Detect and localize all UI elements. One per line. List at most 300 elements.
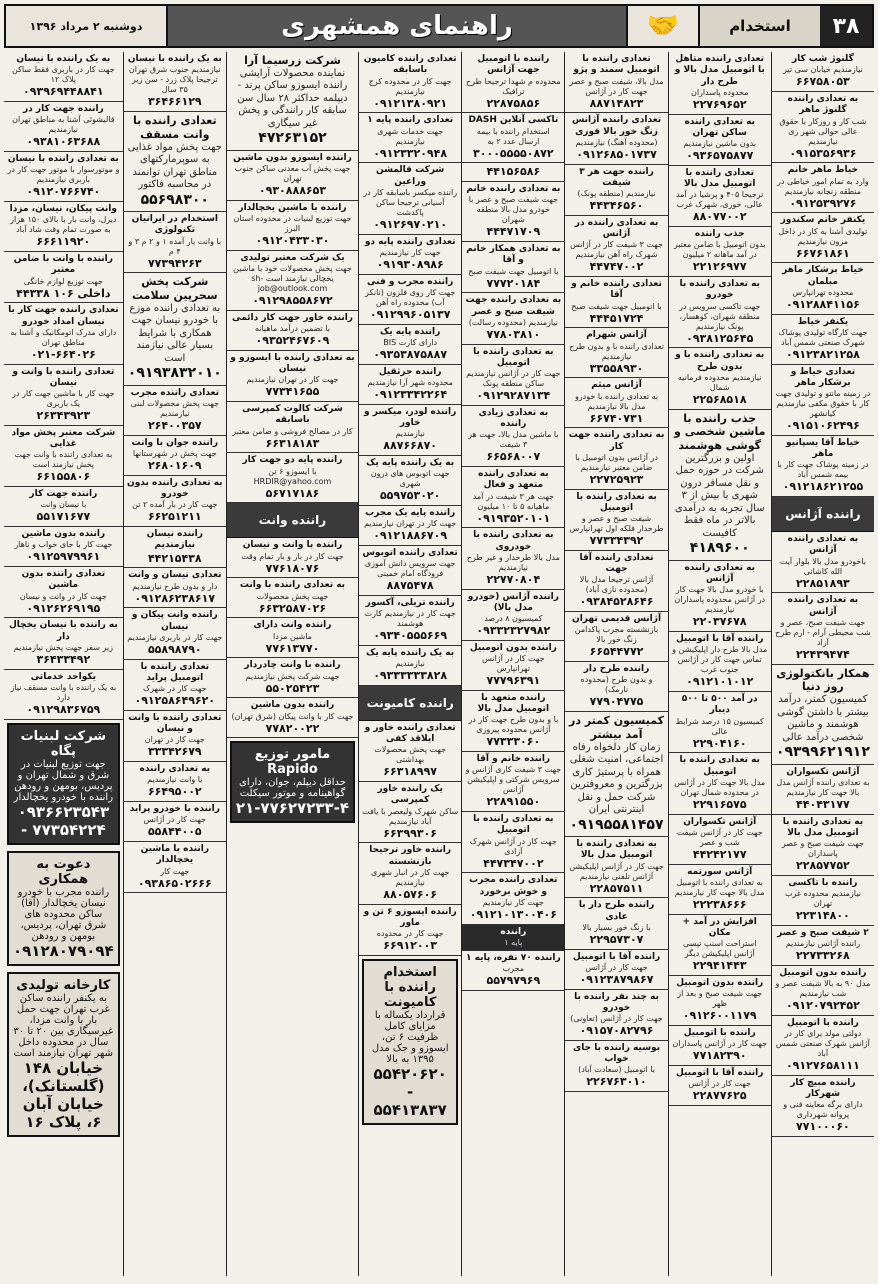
classified-ad	[462, 182, 564, 242]
classified-ad	[227, 618, 358, 658]
classified-ad	[772, 315, 874, 365]
ad-phone: ۰۹۱۹۳۵۲۰۱۰۱	[476, 511, 551, 525]
ad-title: راننده وانت دارای	[253, 620, 332, 631]
ad-body: ساکن شهرک ولیعصر با یافت آباد نیازمندیم	[362, 806, 459, 826]
ad-title: راننده ایسوزو ۶ تن و ماور	[363, 906, 457, 928]
ad-body: و موتورسوار با موتور جهت کار در باربری نیازمندیم	[7, 165, 120, 185]
ad-body: جهت کار در آژانس	[143, 815, 206, 825]
classified-ad	[565, 837, 667, 898]
classified-ad	[669, 277, 771, 348]
ad-title: مامور توزیع Rapido	[254, 747, 331, 778]
ad-title: راننده جهت هر ۳ شیفت	[579, 166, 654, 188]
classified-ad	[772, 92, 874, 163]
ad-phone: ۰۹۳۵۳۸۷۵۸۸۷	[373, 347, 448, 361]
ad-title: راننده آقا با اتومبیل	[676, 1067, 764, 1078]
classified-ad	[462, 590, 564, 641]
ad-column	[668, 52, 771, 1276]
ad-body: جهت کار در آژانس	[585, 962, 648, 972]
ad-body: دارای کارت BIS	[383, 337, 438, 347]
ad-title: به تعدادی راننده با نیسان	[7, 154, 119, 164]
classified-ad	[359, 235, 461, 275]
classified-ad	[124, 273, 226, 386]
ad-phone: ۰۹۱۲۳۸۷۹۸۶۷	[579, 972, 654, 986]
subsection-heading: راننده آژانس	[772, 497, 874, 532]
section-title: راهنمای همشهری	[166, 6, 626, 46]
classified-ad	[227, 201, 358, 251]
ad-title: به تعدادی راننده با اتومبیل	[473, 814, 554, 836]
classified-ad	[462, 293, 564, 344]
classified-ad	[669, 753, 771, 814]
ad-title: راننده پایه دو جهت کار	[242, 455, 343, 466]
ad-body: باخودرو مدل بالا بلوار آیت الله کاشانی	[779, 556, 866, 576]
classified-ad	[462, 467, 564, 528]
ad-title: تعدادی راننده آقا جهت	[579, 552, 654, 574]
ad-phone: ۰۹۳۵۲۴۶۷۶۰۹	[255, 334, 330, 347]
classified-ad	[359, 275, 461, 325]
ad-body: مدل بالا جهت کار در آژانس در محدوده شمال تهران	[674, 777, 766, 797]
ad-phone: ۵۵۸۹۸۷۹۰	[147, 642, 202, 656]
classified-ad	[462, 406, 564, 467]
classified-ad	[462, 641, 564, 691]
classified-ad	[359, 843, 461, 904]
ad-body: جهت کار در آژانس	[688, 1079, 751, 1088]
ad-title: راننده مبیچ کار شهرکار	[790, 1077, 856, 1099]
ad-body: جهت کار در بار و بار تمام وقت	[241, 551, 344, 561]
ad-title: به تعدادی راننده با وانت	[239, 580, 346, 591]
ad-title: تعدادی راننده اتوبوس	[362, 547, 458, 558]
ad-title: تعدادی راننده با وانت و نیسان	[12, 366, 115, 388]
classified-ad	[565, 662, 667, 712]
ad-title: خیاط برشکار ماهر مبلمان	[782, 265, 864, 287]
ad-phone: ۰۹۳۶۶۲۳۵۴۳ - ۷۷۳۵۴۲۲۴	[17, 802, 110, 839]
ad-body: راننده مجرب با خودرو نیسان یخچالدار (آقا) ساکن محدوده های شرق تهران، پردیس، بومهن و رودهن	[17, 886, 110, 942]
ad-phone: ۶۶۲۵۱۲۱۱	[147, 510, 202, 524]
ad-body: جهت سرویس دانش آموزی فرودگاه امام خمینی	[364, 559, 456, 578]
classified-ad	[227, 698, 358, 738]
classified-ad	[124, 386, 226, 436]
ad-phone: ۷۷۷۲۰۱۸۴	[486, 276, 541, 290]
ad-body: با ایسوزو ۶ تن HRDIR@yahoo.com	[253, 466, 332, 486]
ad-title: تعدادی راننده مجرب و خوش برخورد	[469, 875, 558, 897]
ad-phone: ۰۹۱۲۹۹۶۰۵۱۳۷	[369, 307, 451, 321]
ad-body: با اتومبیل جهت شیفت صبح	[571, 301, 662, 311]
ad-body: در آژانس بدون اتومبیل با ضامن معتبر نیازمندیم	[575, 452, 658, 472]
classified-ad	[669, 915, 771, 976]
ad-phone: ۷۷۱۸۲۳۹۰	[692, 1049, 747, 1062]
ad-body: تولیدی آشنا به کار در داخل مزون نیازمندیم	[778, 226, 868, 246]
ad-body: جهت کار در آژانس اپلیکیشن آژانس تلفنی نیازمندیم	[569, 861, 664, 881]
ad-body: جهت کار در آژانس پاسداران	[672, 1039, 768, 1048]
ad-phone: ۶۶۳۱۸۹۹۷	[383, 765, 438, 779]
ad-phone: ۴۴۲۱۵۴۳۸	[147, 551, 202, 565]
ad-title: تعدادی راننده کامیون باسابقه	[363, 54, 457, 76]
ad-column	[461, 52, 564, 1276]
classified-ad	[227, 311, 358, 351]
ad-body: مدل بالا، شیفت صبح و عصر جهت کار در آژانس	[569, 76, 664, 96]
ad-title: به راننده با نیسان یخچال دار	[8, 620, 118, 642]
ad-body: زیر سفر جهت پخش نیازمندیم	[13, 642, 113, 652]
ad-phone: ۲۶۳۴۳۹۲۳	[36, 409, 91, 422]
classified-ad	[669, 227, 771, 277]
ad-title: راننده	[500, 926, 527, 937]
ad-phone: ۰۹۱۵۳۵۶۹۳۶	[789, 146, 857, 160]
ad-phone: ۰۹۱۲۹۸۵۵۸۶۷۲	[252, 294, 333, 307]
classified-ad	[4, 52, 123, 102]
ad-phone: ۰۹۱۲۵۳۹۲۷۶	[789, 196, 857, 210]
ad-phone: ۴۴۴۷۱۷۰۹	[486, 225, 541, 239]
ad-title: کارخانه تولیدی	[16, 977, 111, 993]
ad-title: شرکت لبنیات پگاه	[20, 728, 107, 759]
ad-title: آژانس میثم	[591, 380, 642, 391]
ad-body: نماینده محصولات آرایشی راننده ایسوزو ساکن پرند - دیپلمه حداکثر ۲۸ سال سن سابقه کار رانندگی و پخش غیر سیگاری	[237, 67, 348, 129]
ad-title: تعدادی راننده با اتومبیل سمند و پژو	[573, 54, 660, 76]
ad-phone: ۲۲۸۹۱۵۵۰	[486, 795, 541, 809]
ad-phone: ۸۸۰۷۷۰۰۲	[692, 210, 747, 224]
ad-body: با ماشین مدل بالا، جهت هر ۳ شیفت	[468, 430, 559, 450]
ad-body: و بدون طرح (محدوده نارمک)	[580, 675, 653, 695]
classified-ad	[565, 990, 667, 1041]
ad-title: خیاط ماهر خانم	[787, 165, 859, 176]
ad-body: تعدادی راننده با و بدون طرح نیازمندیم	[569, 341, 664, 361]
ad-body: جهت کار با جای خواب و ناهار	[14, 540, 113, 550]
ad-phone: ۰۹۱۹۳۰۸۹۸۶	[376, 257, 444, 271]
classified-ad	[772, 365, 874, 436]
ad-phone: ۰۹۱۲۰۷۶۶۷۴۰	[26, 185, 101, 199]
ad-title: راننده جهت کار در	[22, 104, 104, 114]
ad-title: به تعدادی راننده جهت کار	[568, 430, 665, 452]
ad-body: جهت خدمات شهری نیازمندیم	[377, 126, 444, 146]
ad-title: به یک راننده پایه یک	[366, 647, 455, 658]
ad-title: به تعدادی راننده بدون خودرو	[127, 477, 223, 499]
ad-title: شرکت زرسیما آرا	[244, 54, 341, 67]
ad-body: جهت کار نیازمندیم	[379, 247, 441, 257]
ad-title: راننده تریلی، آکسور	[365, 597, 455, 608]
ad-body: جهت ۳ شیفت کاری آژانس و سرویس شرکتی و اپلیکیشن آژانس	[465, 765, 562, 795]
ad-phone: ۰۹۱۲۹۲۸۷۱۳۴	[476, 389, 551, 402]
ad-phone: ۶۶۴۹۵۰۰۲	[147, 785, 202, 799]
ad-title: به تعدادی راننده با اتومبیل مدل بالا	[576, 839, 657, 861]
ad-phone: ۰۹۱۲۵۹۷۹۹۶۱	[26, 550, 101, 564]
classified-ad	[462, 163, 564, 182]
ad-title: به تعدادی راننده ساکن تهران	[684, 116, 755, 138]
ad-title: راننده متعهد با اتومبیل مدل بالا	[477, 692, 550, 714]
ad-title: افزایش در آمد + مکان	[682, 916, 757, 938]
ad-title: تاکسی آنلاین DASH	[468, 115, 559, 126]
ad-body: نیازمندیم محدوده فرمانیه شمال	[677, 372, 762, 392]
ad-title: راننده ایسوزو بدون ماشین	[233, 152, 352, 163]
classified-ad	[772, 593, 874, 664]
classified-ad	[565, 216, 667, 277]
classified-ad	[669, 115, 771, 166]
ad-title: راننده با تاکسی	[788, 877, 858, 888]
ad-title: تعدادی راننده با وانت مسقف	[132, 114, 217, 141]
classified-ad	[669, 976, 771, 1026]
ad-title: به تعدادی راننده آژانس	[787, 595, 859, 617]
classified-ad	[772, 966, 874, 1016]
classified-ad	[4, 152, 123, 202]
classified-ad	[124, 660, 226, 711]
ad-body: مدل بالا طرحدار و غیر طرح نیازمندیم	[466, 552, 560, 572]
ad-body: جهت ۳ شیفت کار در آژانس شهرک راه آهن نیازمندیم	[570, 240, 663, 260]
classified-ad	[227, 151, 358, 201]
ad-title: آژانس تکسواران	[786, 766, 860, 777]
subsection-heading: راننده وانت	[227, 503, 358, 538]
classified-ad	[669, 166, 771, 227]
ad-body: محدوده تهرانپارس	[792, 287, 854, 297]
ad-phone: ۳۳۵۵۸۹۳۰	[589, 361, 644, 375]
ad-phone: ۲۲۸۵۷۷۵۲	[796, 859, 850, 872]
ad-body: با تضمین درآمد ماهیانه	[254, 324, 330, 333]
ad-body: شب کار و روزکار با حقوق عالی حوالی شهر ری نیازمندیم	[779, 116, 867, 146]
classified-ad	[4, 365, 123, 426]
classified-ad	[4, 527, 123, 567]
ad-title: به تعدادی راننده آژانس	[684, 562, 755, 584]
ad-title: تعدادی راننده بدون ماشین	[21, 569, 106, 591]
ad-phone: ۲۲۸۷۵۸۵۶	[486, 96, 541, 110]
ad-phone: ۲۲۵۶۸۵۱۸	[692, 392, 747, 406]
ad-phone: ۲۲۳۱۴۸۰۰	[796, 909, 850, 922]
ad-column	[358, 52, 461, 1276]
ad-title: راننده ۷۰ نفره، پایه ۱	[466, 952, 561, 963]
ad-phone: ۵۵۹۷۵۳۰۲۰	[379, 489, 441, 502]
ad-body: به یک راننده با وانت مسقف نیاز دارد	[10, 682, 117, 702]
ad-body: (محدوده آهنگ) نیازمندیم	[575, 137, 658, 147]
ad-phone: ۴۴۳۳۸ داخلی ۱۰۶	[16, 286, 111, 300]
ad-title: کمیسیون کمتر در آمد بیشتر	[569, 714, 665, 741]
classified-ad	[227, 402, 358, 453]
ad-title: شرکت کالوت کمپرسی باسابقه	[242, 404, 343, 426]
ad-title: راننده خاور جهت کار دائمی	[231, 312, 353, 323]
ad-phone: ۳۶۴۳۳۴۹۲	[36, 652, 91, 666]
classified-ad	[462, 113, 564, 163]
ad-phone: ۷۷۹۰۴۷۷۵	[589, 695, 644, 709]
ad-body: نیازمندیم خیابان سی تیر	[783, 65, 863, 75]
display-ad-banner	[7, 723, 120, 845]
ad-column	[564, 52, 667, 1276]
classifieds-grid	[4, 52, 874, 1276]
ad-title: راننده نیسان نیازمندیم	[146, 529, 203, 551]
classified-ad	[359, 456, 461, 506]
ad-title: راننده آقا با اتومبیل	[676, 634, 764, 644]
ad-title: به تعدادی راننده در آژانس	[574, 217, 659, 239]
ad-title: یکنفر خیاط	[797, 316, 849, 327]
ad-title: یکواحد خدماتی	[30, 671, 96, 682]
ad-title: راننده پایه یک مجرب	[365, 507, 456, 518]
ad-body: جهت کار در محدوده کرج نیازمندیم	[368, 76, 452, 96]
ad-title: به تعدادی راننده خانم	[466, 184, 561, 194]
ad-phone: ۸۸۷۵۴۷۸	[386, 579, 434, 592]
ad-title: تعدادی خیاط و برشکار ماهر	[790, 366, 856, 388]
ad-phone: ۰۹۳۸۴۵۲۸۶۴۶	[579, 595, 654, 609]
ad-title: به تعدادی راننده با اتومبیل	[679, 755, 760, 777]
ad-phone: ۰۹۱۲۸۶۲۳۸۶۱۷	[134, 591, 216, 605]
ad-title: راننده لودر، میکسر و خاور	[364, 406, 457, 428]
classified-ad	[772, 532, 874, 593]
classified-ad	[227, 538, 358, 578]
ad-body: جهت شیفت صبح و عصر پاسداران	[781, 839, 864, 858]
display-ad-banner	[7, 972, 120, 1137]
ad-body: نیازمندیم	[395, 429, 425, 438]
ad-body: جهت پخش مواد غذایی به سوپرمارکتهای مناطق تهران توانمند در محاسبه فاکتور	[127, 141, 222, 190]
ad-phone: ۰۹۱۲۱۳۸۰۹۲۱	[373, 96, 448, 110]
classified-ad	[462, 812, 564, 873]
classified-ad	[669, 632, 771, 692]
ad-phone: ۴۴۷۳۴۷۰۰۲	[483, 856, 544, 870]
ad-column	[771, 52, 874, 1276]
classified-ad	[772, 876, 874, 926]
ad-body: جهت کار در تهران نیازمندیم	[364, 519, 457, 528]
classified-ad	[772, 1076, 874, 1137]
ad-body: جهت کار در آژانس (تعاونی)	[570, 1014, 663, 1023]
ad-phone: ۰۹۱۲۶۸۵۰۱۷۳۷	[576, 147, 657, 161]
ad-title: تعدادی راننده پایه ۱	[367, 115, 454, 126]
ad-body: جهت کار در بار آمده ۲ تن	[132, 500, 218, 510]
ad-title: آژانس سورتمه	[687, 866, 753, 877]
ad-phone: ۴۴۴۵۱۷۲۴	[589, 311, 644, 325]
classified-ad	[565, 490, 667, 551]
ad-phone: ۰۹۱۲۶۲۶۹۱۹۵	[26, 601, 101, 615]
classified-ad	[565, 428, 667, 489]
ad-phone: ۷۷۸۰۳۸۱۰	[486, 327, 541, 341]
ad-body: جهت کار در باربری نیازمندیم	[127, 632, 223, 642]
ad-body: با نیسان وانت	[40, 500, 87, 510]
ad-phone: ۰۹۱۲۸۸۴۱۱۵۶	[785, 297, 860, 311]
ad-title: یک شرکت معتبر تولیدی	[240, 252, 345, 263]
classified-ad	[669, 692, 771, 753]
ad-title: یکنفر خانم سکندوز	[780, 215, 866, 226]
ad-body: نیازمندیم جنوب شرق تهران ترجیحا پلاک زرد - سن زیر ۳۵ سال	[128, 65, 221, 95]
classified-ad	[565, 165, 667, 216]
ad-title: راننده مجرب و فنی	[367, 276, 454, 287]
ad-body: زمان کار دلخواه رفاه اجتماعی، امنیت شغلی همراه با پرستیژ کاری بزرگترین و معروفترین شرکت حمل و نقل اینترنتی ایران	[569, 741, 664, 815]
ad-title: راننده جوان با وانت	[131, 437, 219, 448]
ad-body: جهت کار نیازمندیم	[482, 897, 544, 907]
ad-phone: ۰۹۳۳۲۳۲۷۹۸۲	[476, 624, 551, 637]
ad-phone: ۲۲۷۶۹۶۵۲	[692, 97, 747, 111]
classified-ad	[359, 163, 461, 234]
ad-body: دارای مدرک اتومکانیک و آشنا به مناطق تهران	[10, 327, 117, 347]
classified-ad	[772, 665, 874, 765]
ad-phone: ۵۵۷۹۷۹۶۹	[486, 974, 541, 987]
ad-phone: ۲۲۷۲۵۹۲۳	[589, 472, 644, 486]
ad-body: جهت شیفت صبح، عصر و شب محیطی آرام - ارم طرح آزاد	[775, 617, 871, 647]
classified-ad	[4, 202, 123, 252]
ad-title: جذب راننده	[694, 229, 745, 239]
ad-phone: ۰۹۳۸۶۵۰۲۶۶۶	[137, 876, 212, 890]
ad-body: ترجیحا ۴۰۵ و پرشیا در آمد عالی، خوری، شهرک غرب	[676, 190, 764, 210]
ad-body: با وانت نیازمندیم	[147, 775, 203, 785]
ad-title: در آمد ۵۰۰ تا ۵۰۰ دیبار	[681, 694, 758, 716]
ad-body: جهت شرکت پخش نیازمندیم	[245, 671, 340, 681]
ad-title: شرکت معتبر پخش مواد غذایی	[11, 427, 116, 449]
ad-body: قرارداد یکساله با مزایای کامل ظرفیت ۶ تن، ایسوزو و جک مدل ۱۳۹۵ به بالا	[371, 1009, 449, 1065]
ad-body: جهت کار در آژانس شیفت شب و عصر	[676, 827, 763, 847]
ad-phone: ۰۹۳۴۰۵۵۵۶۶۹	[373, 629, 448, 642]
classified-ad	[124, 436, 226, 476]
ad-title: تعدادی راننده خاور و ایلاقد کفی	[364, 722, 456, 744]
ad-phone: ۲۲۲۳۸۶۶۶	[692, 897, 747, 911]
ad-title: آژانس تکسواران	[683, 816, 757, 827]
ad-body: شیفت صبح و عصر و طرحدار فلکه اول تهرانپارس	[569, 514, 664, 533]
ad-body: بدون اتومبیل با ضامن معتبر در آمد ماهانه ۲ میلیون	[673, 240, 766, 260]
classified-ad	[669, 865, 771, 915]
ad-column	[123, 52, 226, 1276]
ad-body: حداقل دیپلم، جوان، دارای گواهینامه و موتور سیکلت	[239, 777, 346, 800]
classified-ad	[359, 546, 461, 596]
ad-phone: ۶۶۶۱۱۹۲۰	[36, 235, 91, 249]
ad-phone: ۴۴۱۵۶۵۸۶	[486, 165, 541, 179]
classified-ad	[669, 1026, 771, 1066]
classified-ad	[124, 762, 226, 802]
classified-ad	[565, 712, 667, 837]
ad-phone: ۰۹۱۲۶۰۰۱۱۷۹	[682, 1009, 757, 1022]
classified-ad	[772, 815, 874, 876]
ad-body: جهت کارگاه تولیدی پوشاک شهرک صنعتی شمس آباد	[778, 327, 868, 347]
ad-body: در زمینه پوشاک جهت کار با بیمه شمس آباد	[777, 460, 869, 480]
ad-phone: ۷۷۶۱۸۰۷۶	[265, 561, 320, 575]
ad-title: به تعدادی راننده آژانس	[787, 534, 859, 556]
classified-ad	[565, 1041, 667, 1092]
ad-title: به تعدادی راننده با اتومبیل مدل بالا	[782, 816, 864, 838]
ad-body: جهت کار در باربری فقط ساکن پلاک ۱۲	[12, 65, 115, 85]
ad-title: تعدادی راننده جهت کار با نیسان امداد خودرو	[8, 305, 119, 327]
ad-title: به تعدادی راننده گلنوژ ماهر	[787, 94, 859, 116]
ad-body: به یکنفر راننده ساکن غرب تهران جهت حمل بار با وانت مزدا، غیرسیگاری بین ۲۰ تا ۳۰ سال در محدوده داخل شهر تهران نیازمند است	[13, 992, 114, 1059]
ad-body: کمیسیون ۱۵ درصد شرایط عالی	[675, 716, 764, 736]
classified-ad	[772, 213, 874, 263]
ad-body: راننده آژانس نیازمندیم	[785, 939, 861, 948]
ad-phone: ۰۹۱۲۹۸۳۶۷۵۹	[26, 702, 101, 716]
ad-column	[226, 52, 358, 1276]
ad-body: کمیسیون ۸ درصد	[484, 614, 543, 623]
ad-phone: ۰۹۳۳۳۳۳۳۸۲۸	[373, 669, 448, 682]
ad-phone: ۲۲۸۷۷۶۲۵	[692, 1089, 747, 1102]
classified-ad	[565, 551, 667, 612]
ad-phone: ۷۷۳۳۴۳۹۲	[589, 534, 644, 547]
ad-phone: ۲۲۸۵۱۸۹۳	[796, 576, 850, 590]
ad-phone: ۰۹۳۸۱۲۵۶۴۵	[686, 331, 754, 345]
ad-title: به تعدادی راننده با اتومبیل	[576, 491, 657, 513]
ad-phone: ۴۷۲۶۳۱۵۲	[258, 130, 327, 147]
ad-body: جهت پخش محصولات لبنی نیازمندیم	[130, 399, 219, 418]
ad-phone: ۰۹۳۰۸۸۸۶۵۳	[258, 184, 327, 197]
subsection-heading: راننده کامیونت	[359, 686, 461, 721]
ad-title: بوسیه راننده با جای خواب	[572, 1042, 661, 1064]
ad-title: شرکت پخش سحرپین سلامت	[132, 275, 218, 302]
classified-ad	[227, 251, 358, 311]
ad-body: جهت اتوبوس های درون شهری	[370, 469, 450, 488]
ad-title: راننده جرثقیل	[378, 366, 442, 377]
ad-phone: ۰۹۱۵۱۰۶۲۴۹۶	[785, 419, 860, 432]
ad-phone: ۷۷۳۹۴۲۶۳	[147, 256, 202, 270]
ad-title: به تعدادی راننده با ایسوزو و نیسان	[230, 352, 355, 374]
classified-ad	[772, 263, 874, 314]
ad-phone: ۰۹۱۲۱۰۱۰۱۲	[686, 675, 754, 689]
ad-title: راننده بدون اتومبیل	[676, 977, 764, 988]
ad-phone: ۰۹۱۲۵۸۶۴۹۶۲۰	[134, 694, 216, 707]
classified-ad	[669, 410, 771, 561]
ad-body: با و بدون طرح جهت کار در آژانس محدوده پیروزی	[468, 715, 559, 735]
ad-phone: ۶۶۱۵۵۸۰۶	[36, 470, 91, 484]
ad-body: بدون ماشین نیازمندیم	[683, 139, 756, 148]
ad-title: راننده خانم و آقا	[476, 754, 551, 764]
ad-body: جهت کار روی فلزون (تانکر آب) محدوده راه آهن	[365, 287, 456, 307]
ad-title: تعدادی راننده مجرب	[130, 387, 219, 398]
ad-phone: ۰۹۱۲۱۰۱۳۰۰۴۰۶	[469, 907, 557, 921]
classified-ad	[124, 711, 226, 762]
ad-body: جهت کار در وانت و نیسان	[19, 591, 107, 601]
ad-title: تعدادی راننده آژانس زنگ خور بالا فوری	[571, 115, 662, 137]
